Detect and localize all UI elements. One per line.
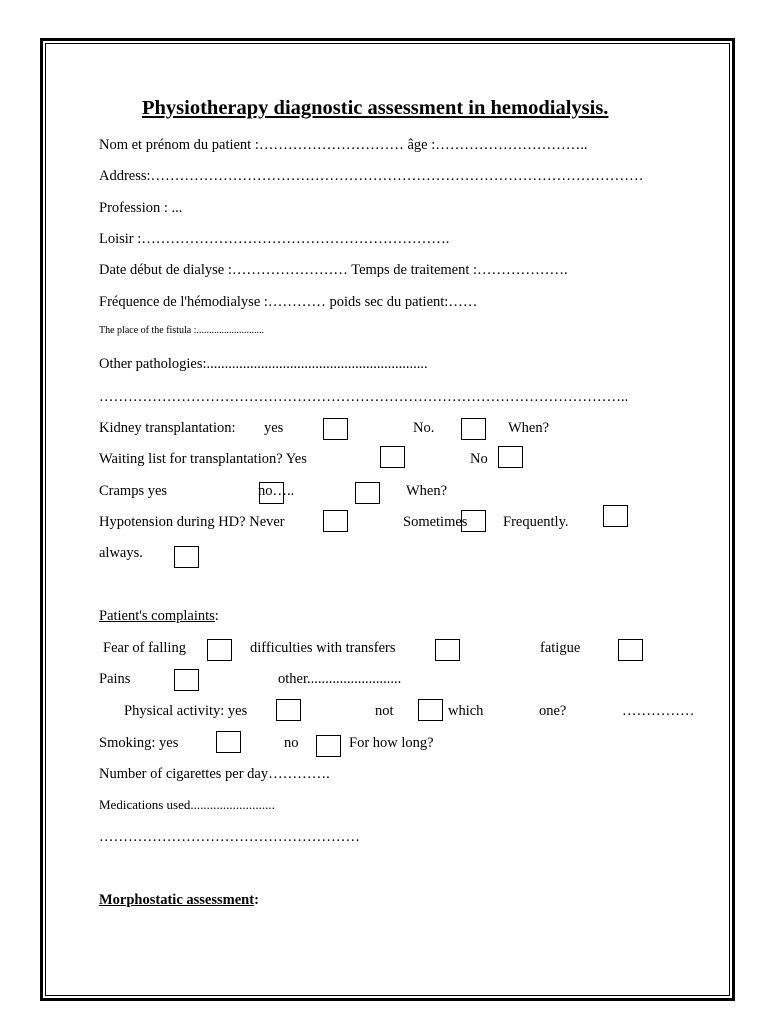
physical-activity-not-checkbox[interactable]: [418, 699, 443, 721]
kidney-transplant-no-checkbox[interactable]: [461, 418, 486, 440]
smoking-yes-checkbox[interactable]: [216, 731, 241, 753]
waiting-list-no-label: No: [470, 451, 488, 467]
kidney-transplant-label: Kidney transplantation:: [99, 420, 236, 436]
profession-field[interactable]: Profession : ...: [99, 200, 183, 216]
cigarettes-per-day-field[interactable]: Number of cigarettes per day………….: [99, 766, 330, 782]
physical-activity-which-label: which: [448, 703, 484, 719]
hemodialysis-frequence-field[interactable]: Fréquence de l'hémodialyse :………… poids sec du patient:……: [99, 294, 478, 310]
hypotension-frequently-label: Frequently.: [503, 514, 569, 530]
complaints-heading: Patient's complaints:: [99, 608, 219, 624]
cramps-when-label: When?: [406, 483, 448, 499]
waiting-list-label: Waiting list for transplantation? Yes: [99, 451, 307, 467]
transfer-difficulties-checkbox[interactable]: [435, 639, 460, 661]
other-complaints-field[interactable]: other..........................: [278, 671, 402, 687]
physical-activity-one-label: one?: [539, 703, 567, 719]
pains-checkbox[interactable]: [174, 669, 199, 691]
smoking-no-checkbox[interactable]: [316, 735, 341, 757]
form-title: Physiotherapy diagnostic assessment in hemodialysis.: [142, 97, 609, 119]
kidney-transplant-no-label: No.: [413, 420, 435, 436]
waiting-list-yes-checkbox[interactable]: [380, 446, 405, 468]
hypotension-never-checkbox[interactable]: [323, 510, 348, 532]
address-field[interactable]: Address:…………………………………………………………………………………………: [99, 168, 644, 184]
kidney-transplant-when-label: When?: [508, 420, 550, 436]
fatigue-label: fatigue: [540, 640, 581, 656]
cramps-no-checkbox[interactable]: [355, 482, 380, 504]
loisir-field[interactable]: Loisir :……………………………………………………….: [99, 231, 450, 247]
physical-activity-which-field[interactable]: ……………: [622, 703, 695, 719]
smoking-how-long-label: For how long?: [349, 735, 434, 751]
physical-activity-yes-checkbox[interactable]: [276, 699, 301, 721]
smoking-label: Smoking: yes: [99, 735, 179, 751]
other-pathologies-line[interactable]: ………………………………………………………………………………………………..: [99, 389, 629, 405]
hypotension-label: Hypotension during HD? Never: [99, 514, 285, 530]
hypotension-sometimes-label: Sometimes: [403, 514, 468, 530]
medications-used-field[interactable]: Medications used..........................: [99, 797, 275, 812]
kidney-transplant-yes-checkbox[interactable]: [323, 418, 348, 440]
kidney-transplant-yes-label: yes: [264, 420, 284, 436]
fear-of-falling-checkbox[interactable]: [207, 639, 232, 661]
medications-line[interactable]: ………………………………………………: [99, 829, 360, 845]
fatigue-checkbox[interactable]: [618, 639, 643, 661]
smoking-no-label: no: [284, 735, 299, 751]
hypotension-always-checkbox[interactable]: [174, 546, 199, 568]
morphostatic-heading: Morphostatic assessment:: [99, 892, 259, 908]
hypotension-always-label: always.: [99, 545, 143, 561]
pains-label: Pains: [99, 671, 131, 687]
cramps-no-label: no…..: [258, 483, 295, 499]
fear-of-falling-label: Fear of falling: [103, 640, 186, 656]
patient-name-age-field[interactable]: Nom et prénom du patient :………………………… âge :…………………………..: [99, 137, 588, 153]
fistula-place-field[interactable]: The place of the fistula :...........................: [99, 325, 264, 336]
transfer-difficulties-label: difficulties with transfers: [250, 640, 396, 656]
cramps-label: Cramps yes: [99, 483, 168, 499]
dialysis-start-field[interactable]: Date début de dialyse :…………………… Temps de traitement :……………….: [99, 262, 568, 278]
hypotension-sometimes-checkbox[interactable]: [461, 510, 486, 532]
hypotension-frequently-checkbox[interactable]: [603, 505, 628, 527]
physical-activity-not-label: not: [375, 703, 394, 719]
physical-activity-label: Physical activity: yes: [124, 703, 248, 719]
other-pathologies-field[interactable]: Other pathologies:.............................................................: [99, 356, 428, 372]
waiting-list-no-checkbox[interactable]: [498, 446, 523, 468]
